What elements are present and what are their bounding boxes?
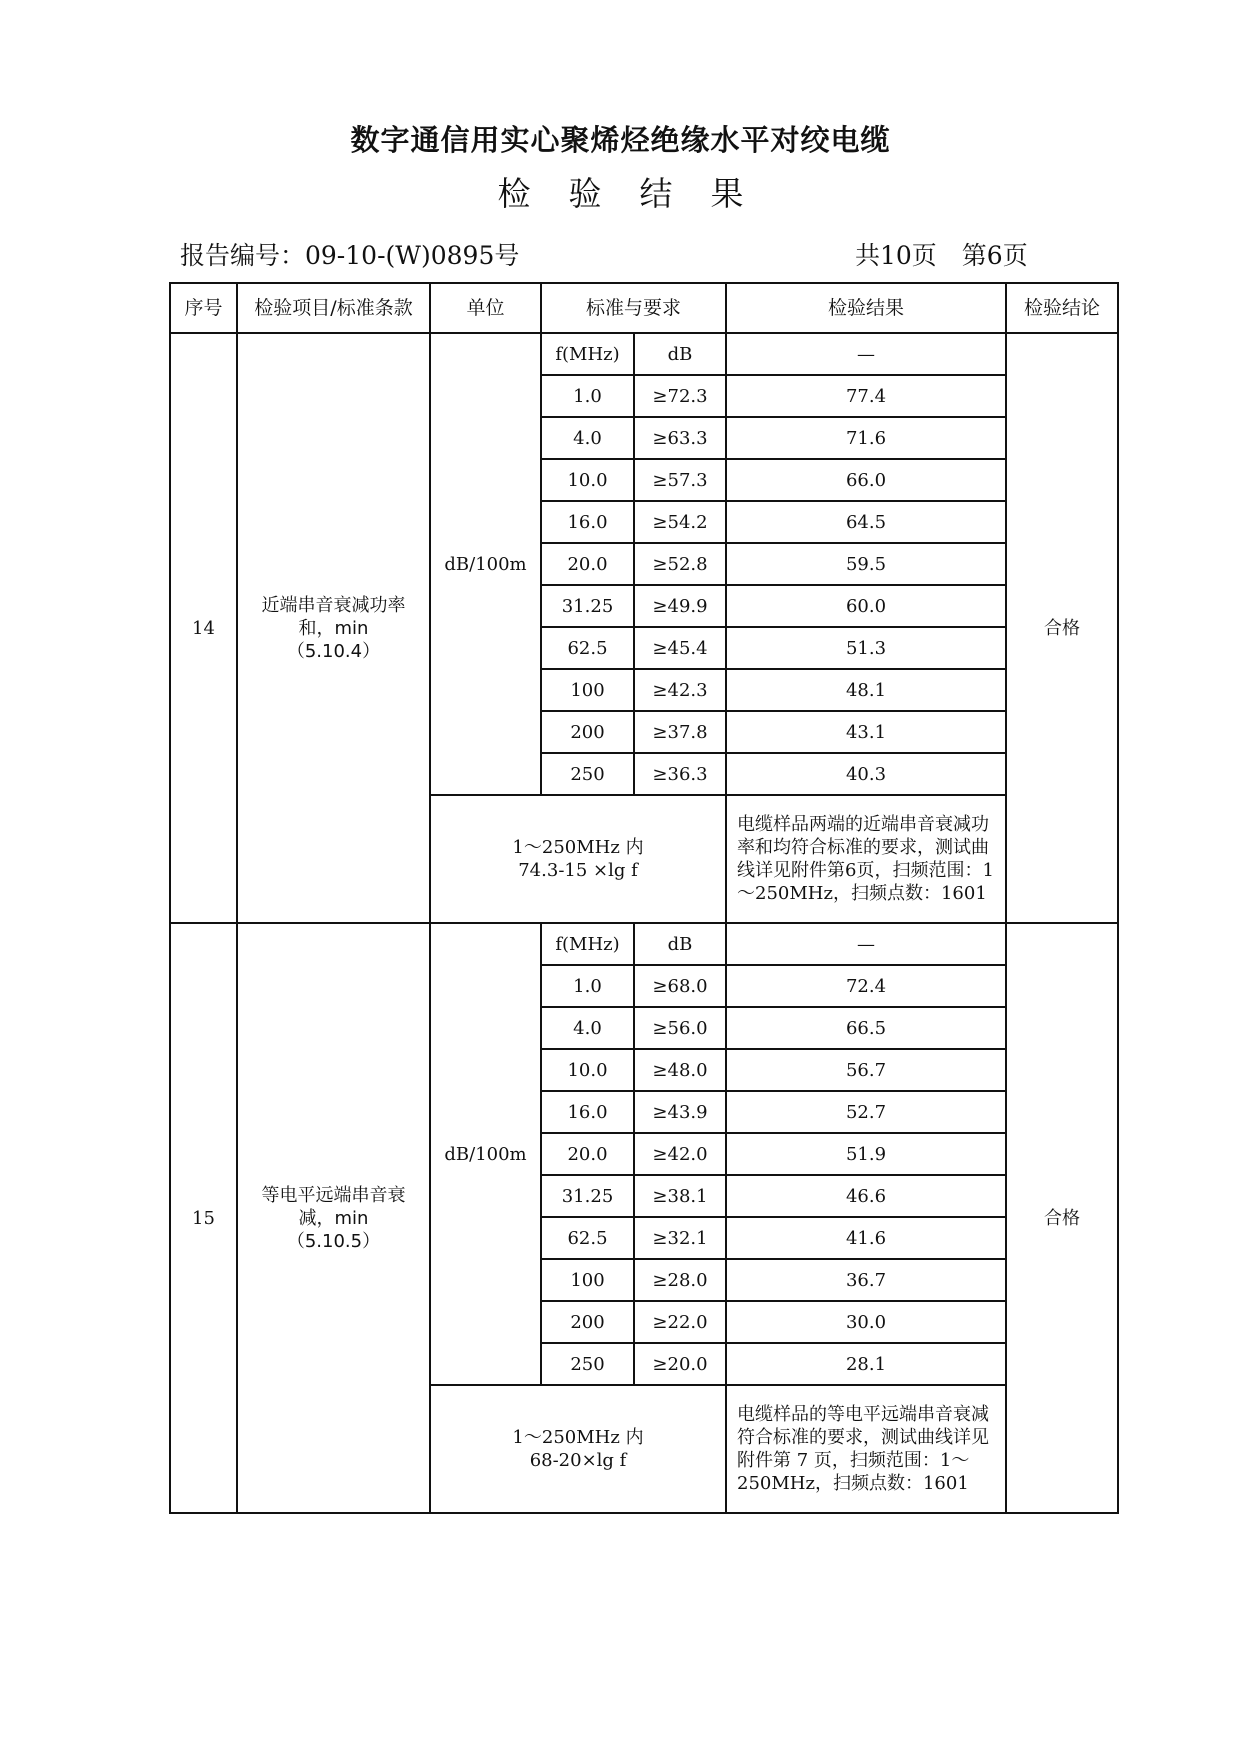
frequency-cell: 4.0: [541, 1007, 634, 1049]
result-cell: 41.6: [726, 1217, 1006, 1259]
formula-cell: [430, 795, 726, 923]
header-unit: 单位: [430, 283, 541, 333]
result-cell: 77.4: [726, 375, 1006, 417]
frequency-cell: 1.0: [541, 965, 634, 1007]
section-subheader-row: [170, 923, 1118, 965]
header-conclusion: 检验结论: [1006, 283, 1118, 333]
result-cell: 40.3: [726, 753, 1006, 795]
frequency-cell: 62.5: [541, 1217, 634, 1259]
frequency-cell: 100: [541, 669, 634, 711]
result-cell: 66.5: [726, 1007, 1006, 1049]
section-subheader-row: [170, 333, 1118, 375]
item-cell: [237, 923, 430, 1513]
requirement-cell: ≥54.2: [634, 501, 726, 543]
freq-col-header: f(MHz): [541, 923, 634, 965]
requirement-cell: ≥37.8: [634, 711, 726, 753]
requirement-cell: ≥32.1: [634, 1217, 726, 1259]
requirement-cell: ≥56.0: [634, 1007, 726, 1049]
requirement-cell: ≥48.0: [634, 1049, 726, 1091]
requirement-cell: ≥28.0: [634, 1259, 726, 1301]
formula-line: 68-20×lg f: [529, 1450, 627, 1471]
result-cell: 48.1: [726, 669, 1006, 711]
frequency-cell: 200: [541, 711, 634, 753]
result-cell: 28.1: [726, 1343, 1006, 1385]
formula-line: 74.3-15 ×lg f: [518, 860, 638, 881]
result-dash: —: [726, 333, 1006, 375]
requirement-cell: ≥63.3: [634, 417, 726, 459]
conclusion-cell: 合格: [1006, 333, 1118, 923]
formula-line: 1～250MHz 内: [512, 1427, 644, 1448]
result-cell: 59.5: [726, 543, 1006, 585]
item-line: （5.10.5）: [286, 1230, 381, 1252]
result-cell: 46.6: [726, 1175, 1006, 1217]
unit-cell: dB/100m: [430, 923, 541, 1385]
report-number: 报告编号：09-10-(W)0895号: [180, 241, 520, 270]
result-note: 电缆样品的等电平远端串音衰减符合标准的要求，测试曲线详见附件第 7 页，扫频范围：1～250MHz，扫频点数：1601: [726, 1385, 1006, 1513]
page-info: 共10页 第6页: [855, 241, 1028, 270]
result-cell: 64.5: [726, 501, 1006, 543]
header-result: 检验结果: [726, 283, 1006, 333]
requirement-cell: ≥43.9: [634, 1091, 726, 1133]
document-title: 数字通信用实心聚烯烃绝缘水平对绞电缆: [350, 123, 891, 157]
frequency-cell: 200: [541, 1301, 634, 1343]
seq-cell: 15: [170, 923, 237, 1513]
result-cell: 51.9: [726, 1133, 1006, 1175]
freq-col-header: f(MHz): [541, 333, 634, 375]
frequency-cell: 250: [541, 753, 634, 795]
requirement-cell: ≥45.4: [634, 627, 726, 669]
db-col-header: dB: [634, 333, 726, 375]
frequency-cell: 250: [541, 1343, 634, 1385]
requirement-cell: ≥68.0: [634, 965, 726, 1007]
frequency-cell: 31.25: [541, 585, 634, 627]
frequency-cell: 31.25: [541, 1175, 634, 1217]
requirement-cell: ≥42.3: [634, 669, 726, 711]
frequency-cell: 20.0: [541, 543, 634, 585]
result-cell: 72.4: [726, 965, 1006, 1007]
seq-cell: 14: [170, 333, 237, 923]
requirement-cell: ≥49.9: [634, 585, 726, 627]
requirement-cell: ≥57.3: [634, 459, 726, 501]
unit-cell: dB/100m: [430, 333, 541, 795]
result-dash: —: [726, 923, 1006, 965]
formula-cell: [430, 1385, 726, 1513]
item-cell: [237, 333, 430, 923]
item-line: 等电平远端串音衰减，min: [261, 1184, 406, 1229]
result-cell: 60.0: [726, 585, 1006, 627]
frequency-cell: 100: [541, 1259, 634, 1301]
result-cell: 71.6: [726, 417, 1006, 459]
result-cell: 56.7: [726, 1049, 1006, 1091]
item-line: 近端串音衰减功率和，min: [261, 594, 406, 639]
frequency-cell: 10.0: [541, 459, 634, 501]
result-cell: 51.3: [726, 627, 1006, 669]
document-subtitle: 检验结果: [497, 174, 782, 213]
conclusion-cell: 合格: [1006, 923, 1118, 1513]
result-cell: 36.7: [726, 1259, 1006, 1301]
frequency-cell: 16.0: [541, 501, 634, 543]
requirement-cell: ≥72.3: [634, 375, 726, 417]
requirement-cell: ≥36.3: [634, 753, 726, 795]
requirement-cell: ≥22.0: [634, 1301, 726, 1343]
requirement-cell: ≥42.0: [634, 1133, 726, 1175]
result-cell: 52.7: [726, 1091, 1006, 1133]
header-seq: 序号: [170, 283, 237, 333]
formula-line: 1～250MHz 内: [512, 837, 644, 858]
frequency-cell: 20.0: [541, 1133, 634, 1175]
header-standard: 标准与要求: [541, 283, 726, 333]
item-line: （5.10.4）: [286, 640, 381, 662]
header-item: 检验项目/标准条款: [237, 283, 430, 333]
frequency-cell: 62.5: [541, 627, 634, 669]
requirement-cell: ≥20.0: [634, 1343, 726, 1385]
requirement-cell: ≥38.1: [634, 1175, 726, 1217]
frequency-cell: 10.0: [541, 1049, 634, 1091]
frequency-cell: 16.0: [541, 1091, 634, 1133]
requirement-cell: ≥52.8: [634, 543, 726, 585]
frequency-cell: 4.0: [541, 417, 634, 459]
db-col-header: dB: [634, 923, 726, 965]
table-header-row: [170, 283, 1118, 333]
results-table: [169, 282, 1119, 1514]
result-cell: 66.0: [726, 459, 1006, 501]
result-cell: 43.1: [726, 711, 1006, 753]
result-note: 电缆样品两端的近端串音衰减功率和均符合标准的要求，测试曲线详见附件第6页，扫频范围：1～250MHz，扫频点数：1601: [726, 795, 1006, 923]
result-cell: 30.0: [726, 1301, 1006, 1343]
frequency-cell: 1.0: [541, 375, 634, 417]
